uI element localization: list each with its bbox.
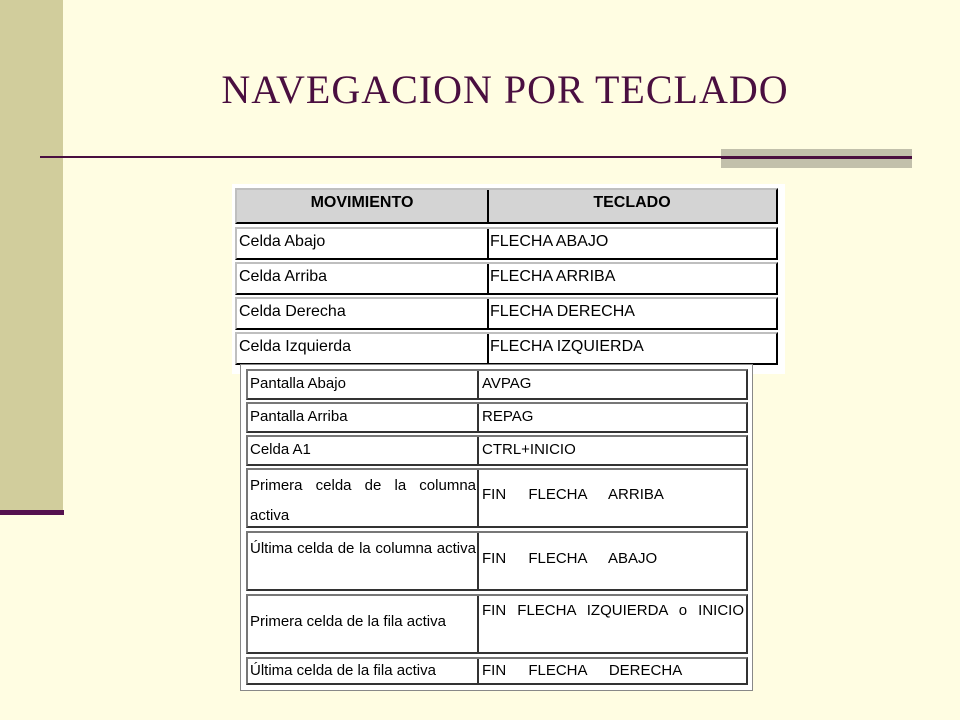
header-teclado: TECLADO (593, 194, 671, 211)
table-row (246, 402, 748, 433)
movement-cell: Celda Derecha (239, 303, 346, 320)
left-decorative-accent (0, 510, 64, 515)
slide-title: NAVEGACION POR TECLADO (221, 67, 789, 112)
key-cell: FLECHA IZQUIERDA (490, 338, 644, 355)
table-row (246, 594, 748, 654)
column-divider (487, 264, 489, 293)
key-cell: AVPAG (482, 375, 532, 392)
movement-cell: Primera celda de la columna activa (250, 477, 476, 524)
column-divider (477, 404, 479, 431)
key-cell: FLECHA ABAJO (490, 233, 609, 250)
movement-cell: Celda A1 (250, 441, 311, 458)
top-shortcut-table (232, 184, 785, 374)
key-cell: FIN FLECHA ABAJO (482, 550, 658, 567)
column-divider (477, 659, 479, 683)
key-cell: FLECHA ARRIBA (490, 268, 616, 285)
key-cell: REPAG (482, 408, 534, 425)
column-divider (477, 596, 479, 652)
movement-cell: Pantalla Abajo (250, 375, 346, 392)
column-divider (477, 533, 479, 589)
table-row (246, 468, 748, 528)
key-cell: FIN FLECHA IZQUIERDA o INICIO (482, 602, 744, 619)
table-header-row (235, 188, 778, 224)
header-movimiento: MOVIMIENTO (310, 194, 414, 211)
bottom-shortcut-table (240, 364, 753, 691)
table-row (235, 297, 778, 330)
title-rule-accent-line (721, 156, 912, 159)
movement-cell: Pantalla Arriba (250, 408, 348, 425)
movement-cell: Celda Izquierda (239, 338, 352, 355)
key-cell: FLECHA DERECHA (490, 303, 635, 320)
table-row (235, 262, 778, 295)
movement-cell: Primera celda de la fila activa (250, 613, 446, 630)
column-divider (477, 470, 479, 526)
table-row (246, 369, 748, 400)
key-cell: FIN FLECHA ARRIBA (482, 486, 664, 503)
table-row (246, 435, 748, 466)
movement-cell: Última celda de la fila activa (250, 662, 436, 679)
table-row (246, 657, 748, 685)
movement-cell: Celda Arriba (239, 268, 328, 285)
column-divider (477, 371, 479, 398)
column-divider (487, 229, 489, 258)
key-cell: FIN FLECHA DERECHA (482, 662, 683, 679)
movement-cell: Celda Abajo (239, 233, 326, 250)
key-cell: CTRL+INICIO (482, 441, 576, 458)
column-divider (487, 299, 489, 328)
table-row (235, 227, 778, 260)
movement-cell: Última celda de la columna activa (250, 540, 476, 557)
column-divider (487, 334, 489, 363)
column-divider (477, 437, 479, 464)
table-row (246, 531, 748, 591)
table-row (235, 332, 778, 365)
